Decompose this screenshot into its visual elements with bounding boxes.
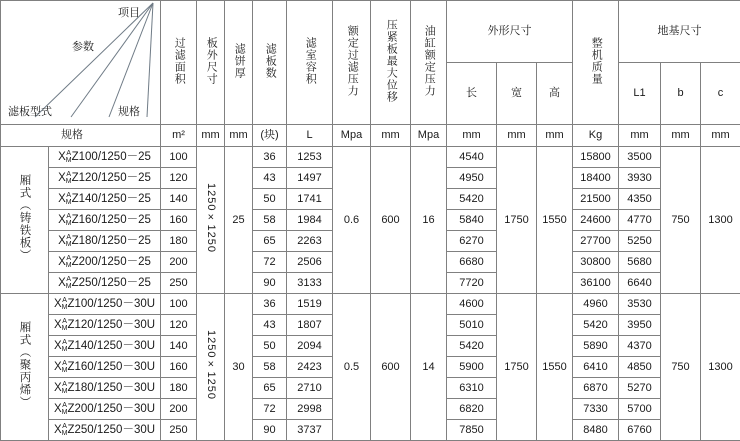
cell-machine-weight: 30800 [573,252,619,273]
col-overall-height: 高 [537,62,573,124]
cell-foundation-b: 4770 [619,210,661,231]
unit-cake-thickness: mm [225,125,253,147]
cell-plate-size: 1250×1250 [197,294,225,441]
cell-max-plate-travel: 600 [371,294,411,441]
col-max-plate-travel: 压紧板最大位移 [371,1,411,125]
cell-filter-area: 200 [161,252,197,273]
cell-filter-area: 180 [161,378,197,399]
cell-overall-width: 1750 [497,294,537,441]
cell-chamber-volume: 1497 [287,168,333,189]
cell-foundation-l1: 750 [661,147,701,294]
model-cell: XA MZ160/1250－30U [49,357,161,378]
cell-foundation-c: 1300 [701,294,740,441]
model-cell: XA MZ200/1250－30U [49,399,161,420]
cell-chamber-volume: 1741 [287,189,333,210]
cell-machine-weight: 7330 [573,399,619,420]
cell-chamber-volume: 2998 [287,399,333,420]
unit-foundation-c: mm [701,125,740,147]
group-foundation-dimensions: 地基尺寸 [619,1,740,63]
col-plate-count: 滤板数 [253,1,287,125]
cell-machine-weight: 6410 [573,357,619,378]
cell-chamber-volume: 1984 [287,210,333,231]
cell-machine-weight: 15800 [573,147,619,168]
cell-plate-count: 50 [253,189,287,210]
cell-foundation-b: 4370 [619,336,661,357]
unit-rated-filter-pressure: Mpa [333,125,371,147]
cell-filter-area: 140 [161,189,197,210]
cell-overall-length: 7720 [447,273,497,294]
cell-plate-count: 90 [253,420,287,441]
cell-filter-area: 120 [161,168,197,189]
model-cell: XA MZ250/1250－25 [49,273,161,294]
cell-overall-height: 1550 [537,147,573,294]
unit-overall-width: mm [497,125,537,147]
cell-filter-area: 250 [161,273,197,294]
cell-machine-weight: 18400 [573,168,619,189]
col-rated-filter-pressure: 额定过滤压力 [333,1,371,125]
cell-overall-length: 6680 [447,252,497,273]
col-cake-thickness: 滤饼厚 [225,1,253,125]
cell-foundation-c: 1300 [701,147,740,294]
cell-overall-length: 5840 [447,210,497,231]
cell-filter-area: 200 [161,399,197,420]
cell-chamber-volume: 1519 [287,294,333,315]
cell-machine-weight: 4960 [573,294,619,315]
unit-chamber-volume: L [287,125,333,147]
cell-plate-size: 1250×1250 [197,147,225,294]
model-cell: XA MZ250/1250－30U [49,420,161,441]
unit-cylinder-rated-pressure: Mpa [411,125,447,147]
cell-overall-length: 4600 [447,294,497,315]
model-cell: XA MZ100/1250－30U [49,294,161,315]
cell-machine-weight: 5890 [573,336,619,357]
col-foundation-c: c [701,62,740,124]
model-cell: XA MZ120/1250－30U [49,315,161,336]
model-cell: XA MZ140/1250－25 [49,189,161,210]
model-cell: XA MZ120/1250－25 [49,168,161,189]
cell-machine-weight: 6870 [573,378,619,399]
cell-plate-count: 50 [253,336,287,357]
cell-foundation-b: 6760 [619,420,661,441]
model-cell: XA MZ180/1250－25 [49,231,161,252]
col-chamber-volume: 滤室容积 [287,1,333,125]
model-cell: XA MZ140/1250－30U [49,336,161,357]
col-overall-width: 宽 [497,62,537,124]
col-plate-size: 板外尺寸 [197,1,225,125]
cell-foundation-b: 5700 [619,399,661,420]
cell-chamber-volume: 2423 [287,357,333,378]
cell-filter-area: 180 [161,231,197,252]
unit-machine-weight: Kg [573,125,619,147]
unit-filter-area: m² [161,125,197,147]
cell-plate-count: 58 [253,210,287,231]
cell-chamber-volume: 3133 [287,273,333,294]
cell-machine-weight: 36100 [573,273,619,294]
cell-machine-weight: 27700 [573,231,619,252]
unit-max-plate-travel: mm [371,125,411,147]
unit-foundation-l1: mm [619,125,661,147]
cell-plate-count: 43 [253,168,287,189]
cell-max-plate-travel: 600 [371,147,411,294]
cell-plate-count: 36 [253,294,287,315]
cell-foundation-b: 3950 [619,315,661,336]
cell-plate-count: 72 [253,252,287,273]
cell-machine-weight: 24600 [573,210,619,231]
cell-machine-weight: 8480 [573,420,619,441]
cell-foundation-b: 3930 [619,168,661,189]
cell-chamber-volume: 1253 [287,147,333,168]
cell-plate-count: 36 [253,147,287,168]
cell-filter-area: 160 [161,357,197,378]
corner-param-label: 参数 [72,41,94,53]
cell-overall-length: 7850 [447,420,497,441]
cell-machine-weight: 5420 [573,315,619,336]
cell-chamber-volume: 2506 [287,252,333,273]
table-row [1,294,740,315]
unit-plate-size: mm [197,125,225,147]
cell-filter-area: 100 [161,147,197,168]
cell-plate-count: 65 [253,378,287,399]
cell-filter-area: 250 [161,420,197,441]
cell-foundation-b: 6640 [619,273,661,294]
cell-overall-length: 6270 [447,231,497,252]
group-label-cast-iron: 厢式（铸铁板） [1,147,49,294]
cell-filter-area: 100 [161,294,197,315]
model-cell: XA MZ160/1250－25 [49,210,161,231]
cell-overall-width: 1750 [497,147,537,294]
cell-overall-length: 5420 [447,336,497,357]
cell-overall-length: 5420 [447,189,497,210]
cell-machine-weight: 21500 [573,189,619,210]
cell-chamber-volume: 1807 [287,315,333,336]
unit-overall-height: mm [537,125,573,147]
cell-overall-length: 4950 [447,168,497,189]
cell-plate-count: 72 [253,399,287,420]
cell-plate-count: 65 [253,231,287,252]
table-row [1,147,740,168]
cell-chamber-volume: 2710 [287,378,333,399]
col-foundation-l1: L1 [619,62,661,124]
unit-plate-count: (块) [253,125,287,147]
cell-filter-area: 120 [161,315,197,336]
cell-overall-length: 5900 [447,357,497,378]
cell-filter-area: 140 [161,336,197,357]
cell-rated-filter-pressure: 0.5 [333,294,371,441]
cell-foundation-b: 5680 [619,252,661,273]
group-overall-dimensions: 外形尺寸 [447,1,573,63]
col-cylinder-rated-pressure: 油缸额定压力 [411,1,447,125]
col-overall-length: 长 [447,62,497,124]
cell-chamber-volume: 3737 [287,420,333,441]
cell-cylinder-rated-pressure: 16 [411,147,447,294]
corner-row-label: 项目 [118,7,140,19]
cell-overall-height: 1550 [537,294,573,441]
corner-cell [1,1,161,125]
model-cell: XA MZ200/1250－25 [49,252,161,273]
model-cell: XA MZ100/1250－25 [49,147,161,168]
unit-foundation-b: mm [661,125,701,147]
cell-plate-count: 58 [253,357,287,378]
cell-overall-length: 6820 [447,399,497,420]
cell-foundation-b: 5250 [619,231,661,252]
header-row-units [1,125,740,147]
cell-filter-area: 160 [161,210,197,231]
col-machine-weight: 整机质量 [573,1,619,125]
header-row-titles [1,1,740,63]
cell-cylinder-rated-pressure: 14 [411,294,447,441]
group-label-polypropylene: 厢式（聚丙烯） [1,294,49,441]
col-foundation-b: b [661,62,701,124]
cell-foundation-b: 3500 [619,147,661,168]
col-filter-area: 过滤面积 [161,1,197,125]
corner-spec-label: 规格 [118,105,140,118]
cell-foundation-b: 4850 [619,357,661,378]
cell-overall-length: 5010 [447,315,497,336]
cell-foundation-b: 5270 [619,378,661,399]
cell-plate-count: 43 [253,315,287,336]
cell-rated-filter-pressure: 0.6 [333,147,371,294]
model-cell: XA MZ180/1250－30U [49,378,161,399]
cell-overall-length: 4540 [447,147,497,168]
corner-type-label: 滤板型式 [8,105,52,118]
cell-chamber-volume: 2263 [287,231,333,252]
cell-foundation-b: 3530 [619,294,661,315]
unit-corner: 规格 [1,125,161,147]
unit-overall-length: mm [447,125,497,147]
cell-foundation-b: 4350 [619,189,661,210]
cell-chamber-volume: 2094 [287,336,333,357]
cell-cake-thickness: 30 [225,294,253,441]
cell-foundation-l1: 750 [661,294,701,441]
cell-overall-length: 6310 [447,378,497,399]
cell-cake-thickness: 25 [225,147,253,294]
cell-plate-count: 90 [253,273,287,294]
